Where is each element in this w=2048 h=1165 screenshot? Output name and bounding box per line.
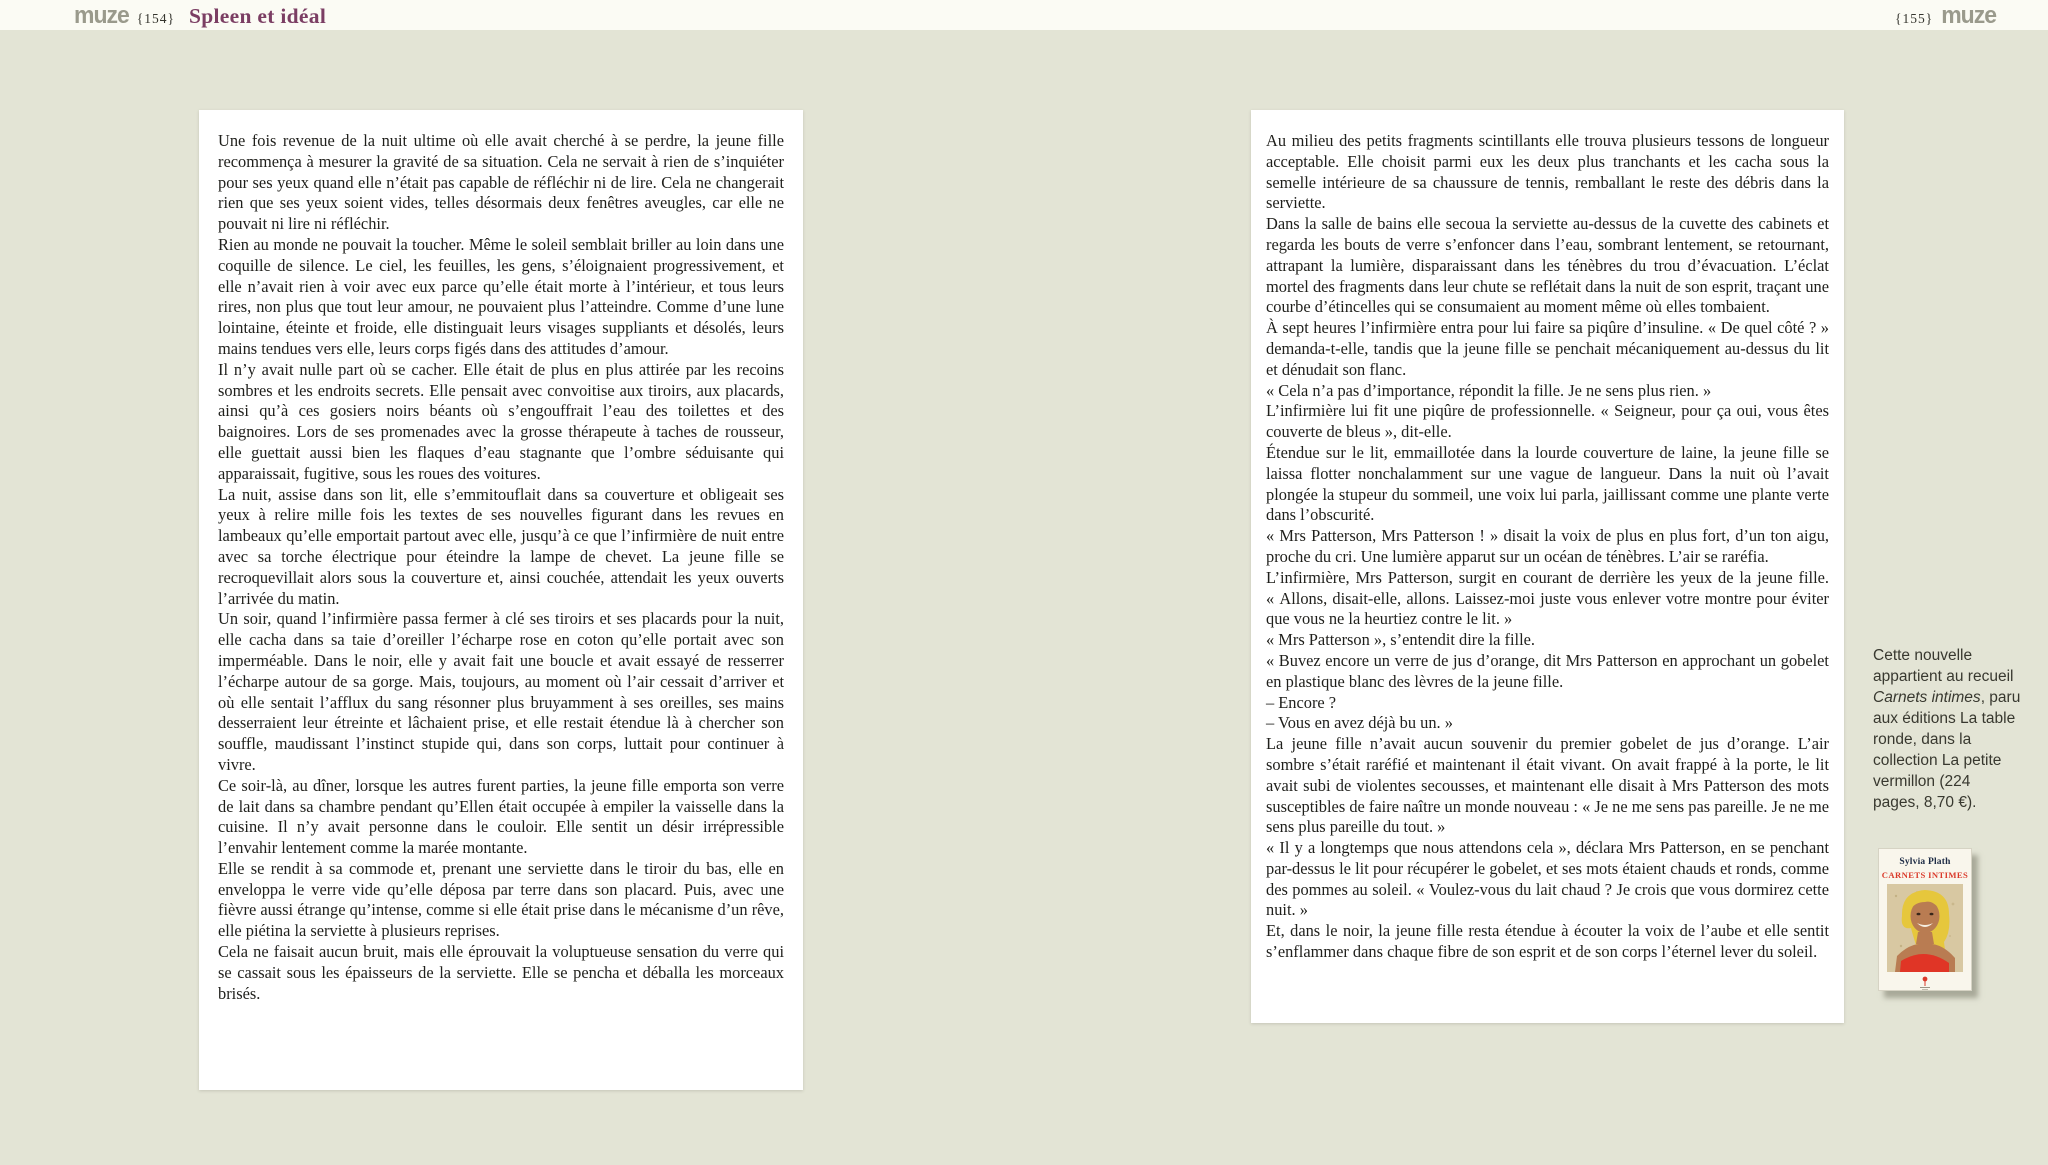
sidebar-note-text bbox=[1873, 645, 2021, 813]
paragraph: La nuit, assise dans son lit, elle s’emmitouflait dans sa couverture et obligeait ses yeux à relire mille fois les textes de ses nouvelles figurant dans les revues en lambeaux qu’elle emportait partout avec elle, jusqu’à ce que l’infirmière de nuit entre avec sa torche électrique pour éteindre la lampe de chevet. La jeune fille se recroquevillait alors sous la couverture et, ainsi couchée, attendait les yeux ouverts l’arrivée du matin. bbox=[218, 484, 784, 608]
book-author: Sylvia Plath bbox=[1899, 857, 1951, 867]
header-bar bbox=[0, 0, 2048, 30]
paragraph: Et, dans le noir, la jeune fille resta étendue à écouter la voix de l’aube et elle sentit s’enflammer dans chaque fibre de son esprit et de son corps l’éternel lever du soleil. bbox=[1266, 921, 1829, 962]
paragraph: L’infirmière, Mrs Patterson, surgit en courant de derrière les yeux de la jeune fille. « Allons, disait-elle, allons. Laissez-moi juste vous enlever votre montre pour éviter que vous ne la heurtiez contre le lit. » bbox=[1266, 567, 1829, 629]
paragraph: Étendue sur le lit, emmaillotée dans la lourde couverture de laine, la jeune fille se laissa flotter nonchalamment sur une vague de langueur. Dans la nuit où l’avait plongée la stupeur du sommeil, une voix lui parla, jaillissant comme une plante verte dans l’obscurité. bbox=[1266, 442, 1829, 525]
paragraph: « Mrs Patterson », s’entendit dire la fille. bbox=[1266, 630, 1536, 650]
header-left bbox=[74, 0, 326, 30]
paragraph: L’infirmière lui fit une piqûre de professionnelle. « Seigneur, pour ça oui, vous êtes couverte de bleus », dit-elle. bbox=[1266, 401, 1829, 442]
page-number-right: {155} bbox=[1894, 11, 1934, 26]
header-right bbox=[1887, 0, 1996, 30]
paragraph: Au milieu des petits fragments scintillants elle trouva plusieurs tessons de longueur acceptable. Elle choisit parmi eux les deux plus tranchants et les cacha sous la semelle intérieure de sa chaussure de tennis, remballant le reste des débris dans la serviette. bbox=[1266, 131, 1829, 213]
page-left bbox=[199, 110, 803, 1090]
paragraph: La jeune fille n’avait aucun souvenir du premier gobelet de jus d’orange. L’air sombre s’était raréfié et maintenant il était vivant. On avait frappé à la porte, le lit avait subi de violentes secousses, et maintenant elle disait à Mrs Patterson des mots susceptibles de faire naître un monde nouveau : « Je ne me sens pas pareille. Je ne me sens plus pareille du tout. » bbox=[1266, 734, 1829, 837]
paragraph: À sept heures l’infirmière entra pour lui faire sa piqûre d’insuline. « De quel côté ? » demanda-t-elle, tandis que la jeune fille se penchait mécaniquement au-dessus du lit et dénudait son flanc. bbox=[1266, 318, 1829, 379]
page-right bbox=[1251, 110, 1844, 1023]
note-suffix: , paru aux éditions La table ronde, dans la collection La petite vermillon (224 pages, 8,70 €). bbox=[1873, 689, 2021, 811]
note-book-title: Carnets intimes bbox=[1873, 689, 1981, 706]
paragraph: Dans la salle de bains elle secoua la serviette au-dessus de la cuvette des cabinets et regarda les bouts de verre s’enfoncer dans l’eau, sombrant lentement, se retournant, attrapant la lumière, disparaissant dans les ténèbres du trou d’évacuation. L’éclat mortel des fragments dans leur chute se reflétait dans la nuit de son esprit, traçant une courbe d’étincelles qui se consumaient au moment même où elles tombaient. bbox=[1266, 214, 1829, 317]
book-title: CARNETS INTIMES bbox=[1881, 870, 1969, 880]
paragraph: – Vous en avez déjà bu un. » bbox=[1266, 713, 1453, 733]
note-prefix: Cette nouvelle appartient au recueil bbox=[1873, 647, 2014, 685]
paragraph: Rien au monde ne pouvait la toucher. Même le soleil semblait briller au loin dans une coquille de silence. Le ciel, les feuilles, les gens, s’éloignaient progressivement, et elle n’avait rien à voir avec eux parce qu’elle était morte à l’intérieur, et tous leurs rires, non plus que tout leur amour, ne pouvaient plus l’atteindre. Comme d’une lune lointaine, éteinte et froide, elle distinguait leurs visages suppliants et désolés, leurs mains tendues vers elle, leurs corps figés dans des attitudes d’amour. bbox=[218, 234, 784, 358]
paragraph: Cela ne faisait aucun bruit, mais elle éprouvait la voluptueuse sensation du verre qui se cassait sous les épaisseurs de la serviette. Elle se pencha et déballa les morceaux brisés. bbox=[218, 942, 784, 1003]
paragraph: « Mrs Patterson, Mrs Patterson ! » disait la voix de plus en plus fort, d’un ton aigu, proche du cri. Une lumière apparut sur un océan de ténèbres. L’air se raréfia. bbox=[1266, 526, 1829, 566]
paragraph: « Il y a longtemps que nous attendons cela », déclara Mrs Patterson, en se penchant par-dessus le lit pour récupérer le gobelet, et ses mots étaient chauds et ronds, comme des pommes au soleil. « Voulez-vous du lait chaud ? Je crois que vous dormirez cette nuit. » bbox=[1266, 838, 1829, 920]
page-number-left: {154} bbox=[136, 11, 176, 26]
book-cover bbox=[1878, 848, 1972, 991]
paragraph: « Cela n’a pas d’importance, répondit la fille. Je ne sens plus rien. » bbox=[1266, 380, 1712, 400]
paragraph: Un soir, quand l’infirmière passa fermer à clé ses tiroirs et ses placards pour la nuit, elle cacha dans sa taie d’oreiller l’écharpe rose en coton qu’elle portait avec son imperméable. Dans le noir, elle y avait fait une boucle et avait essayé de resserrer l’écharpe autour de sa gorge. Mais, toujours, au moment où l’air cessait d’arriver et où elle sentait l’afflux du sang résonner plus bruyamment à ses oreilles, ses mains desserraient leur étreinte et lâchaient prise, et elle restait étendue là à chercher son souffle, maudissant l’instinct stupide qui, dans son corps, luttait pour continuer à vivre. bbox=[218, 609, 784, 774]
paragraph: Ce soir-là, au dîner, lorsque les autres furent parties, la jeune fille emporta son verre de lait dans sa chambre pendant qu’Ellen était occupée à empiler la vaisselle dans la cuisine. Il n’y avait personne dans le couloir. Elle sentit un désir irrépressible l’envahir lentement comme la marée montante. bbox=[218, 775, 784, 858]
paragraph: Une fois revenue de la nuit ultime où elle avait cherché à se perdre, la jeune fille recommença à mesurer la gravité de sa situation. Cela ne servait à rien de s’inquiéter pour ses yeux quand elle n’était pas capable de réfléchir ni de lire. Cela ne changerait rien que ses yeux soient vides, telles désormais deux fenêtres aveugles, car elle ne pouvait ni lire ni réfléchir. bbox=[218, 131, 784, 234]
paragraph: – Encore ? bbox=[1266, 692, 1337, 712]
magazine-logo: muze bbox=[1941, 1, 1996, 29]
paragraph: « Buvez encore un verre de jus d’orange, dit Mrs Patterson en approchant un gobelet en plastique blanc des lèvres de la jeune fille. bbox=[1266, 650, 1829, 691]
paragraph: Il n’y avait nulle part où se cacher. Elle était de plus en plus attirée par les recoins sombres et les endroits secrets. Elle pensait avec convoitise aux tiroirs, aux placards, ainsi qu’à ces gosiers noirs béants où s’engouffrait l’eau des toilettes et des baignoires. Lors de ses promenades avec la grosse thérapeute à taches de rousseur, elle guettait aussi bien les flaques d’eau stagnante que l’ombre séduisante qui apparaissait, fugitive, sous les roues des voitures. bbox=[218, 359, 784, 483]
book-cover-photo bbox=[1887, 884, 1963, 972]
section-title: Spleen et idéal bbox=[189, 4, 327, 28]
magazine-logo: muze bbox=[74, 1, 129, 29]
paragraph: Elle se rendit à sa commode et, prenant une serviette dans le tiroir du bas, elle en enveloppa le verre vide qu’elle déposa par terre dans son placard. Puis, avec une fièvre aussi étrange qu’intense, comme si elle était prise dans le mécanisme d’un rêve, elle piétina la serviette à plusieurs reprises. bbox=[218, 858, 784, 941]
sidebar-note bbox=[1873, 645, 2021, 813]
publisher-mark-icon bbox=[1918, 975, 1932, 991]
